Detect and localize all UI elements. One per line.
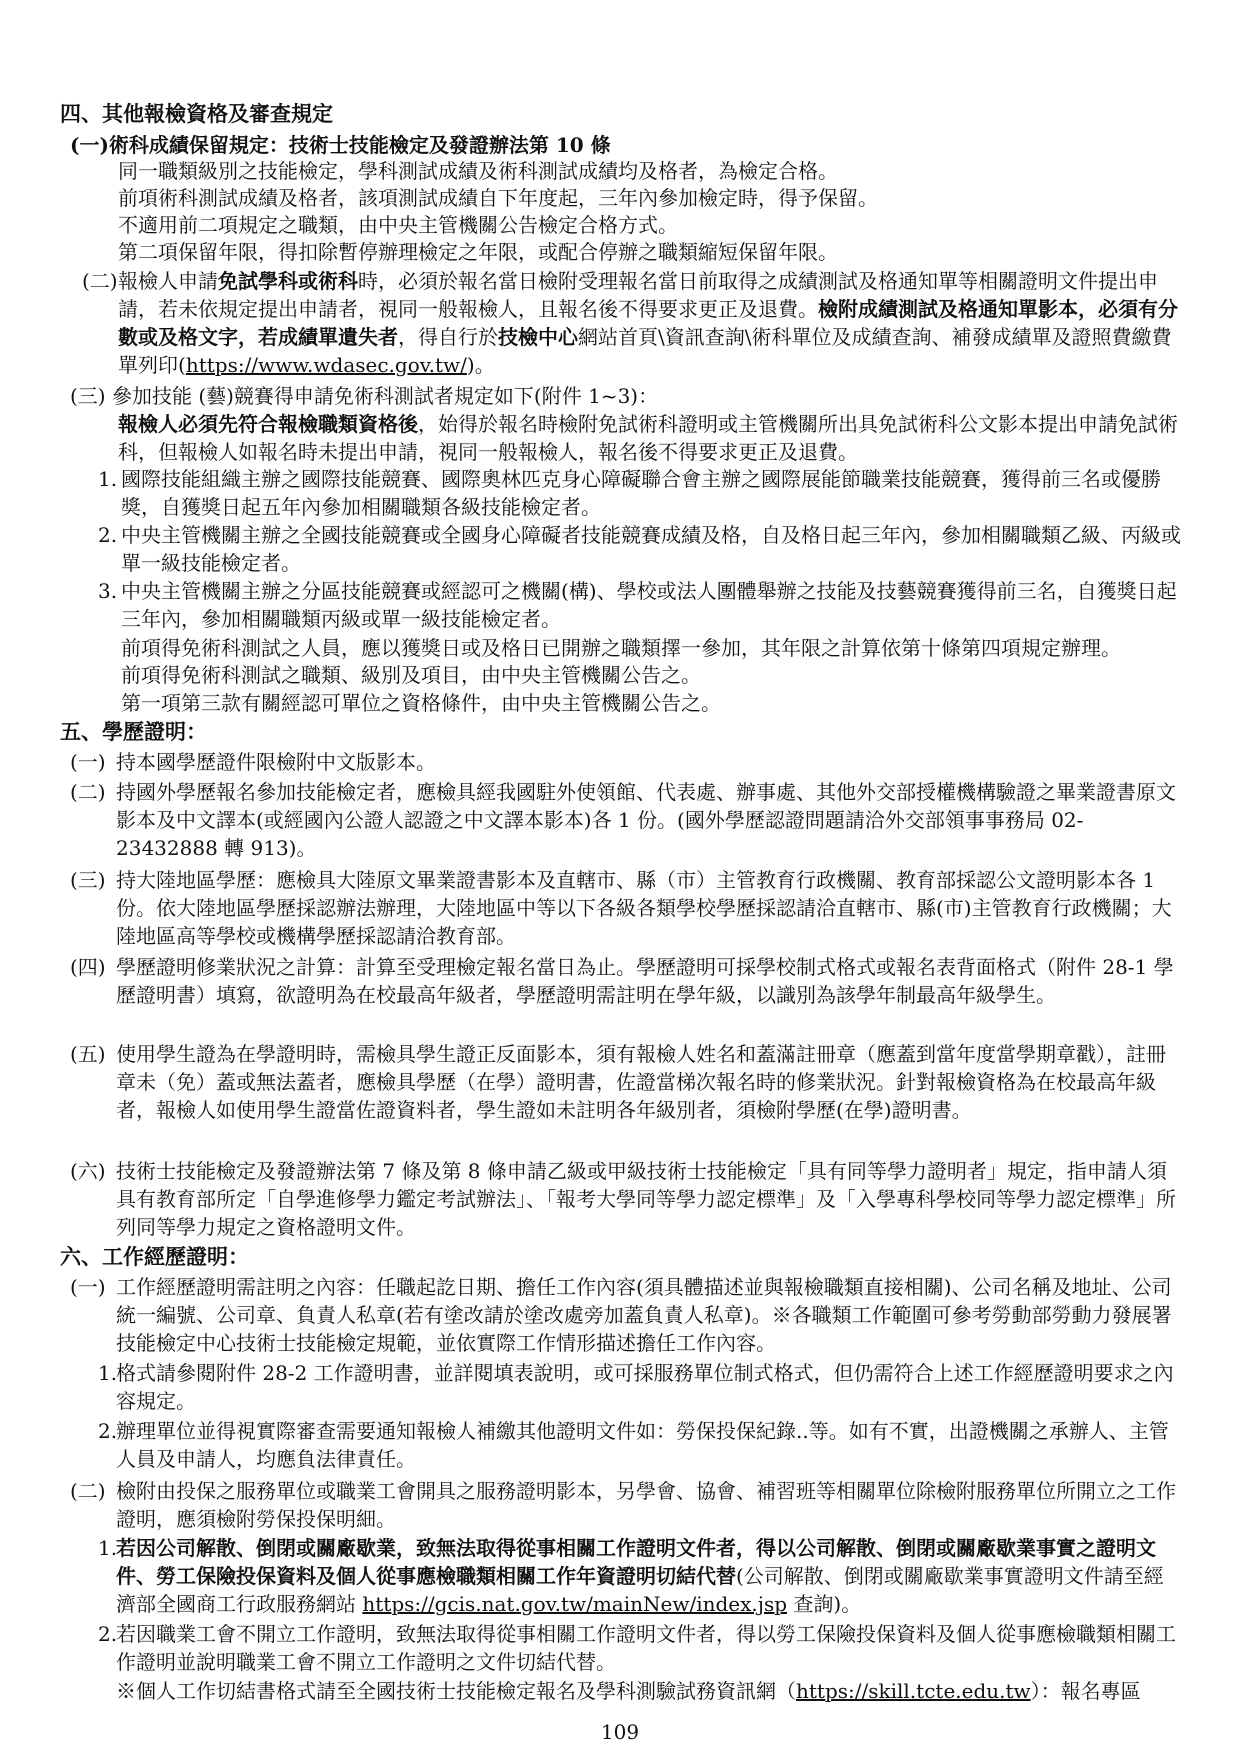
wdasec-link[interactable]: https://www.wdasec.gov.tw/	[185, 353, 467, 377]
item-6-2-sub-1: 若因公司解散、倒閉或關廠歇業，致無法取得從事相關工作證明文件者，得以公司解散、倒閉或關廠歇業事實之證明文件、勞工保險投保資料及個人從事應檢職類相關工作年資證明切結代替(公司解散、倒閉或關廠歇業事實證明文件請至經濟部全國商工行政服務網站 https://gcis.nat.gov.tw/mainNew/index.jsp 查詢)。	[116, 1536, 1164, 1616]
item-5-marker: (一)	[70, 750, 106, 774]
item-4-1-heading: (一)術科成績保留規定：技術士技能檢定及發證辦法第 10 條	[70, 133, 611, 157]
sub-number: 2.	[98, 523, 118, 547]
skill-tcte-link[interactable]: https://skill.tcte.edu.tw	[796, 1679, 1031, 1703]
item-5-1: 持本國學歷證件限檢附中文版影本。	[116, 750, 436, 774]
section-6-title: 六、工作經歷證明：	[60, 1245, 249, 1269]
item-6-1-sub-2: 辦理單位並得視實際審查需要通知報檢人補繳其他證明文件如：勞保投保紀錄..等。如有不實，出證機關之承辦人、主管人員及申請人，均應負法律責任。	[116, 1419, 1169, 1471]
sub-number: 2.	[98, 1419, 118, 1443]
item-5-3: 持大陸地區學歷：應檢具大陸原文畢業證書影本及直轄市、縣（市）主管教育行政機關、教育部採認公文證明影本各 1 份。依大陸地區學歷採認辦法辦理，大陸地區中等以下各級各類學校學歷採認請洽直轄市、縣(市)主管教育行政機關；大陸地區高等學校或機構學歷採認請洽教育部。	[116, 868, 1172, 948]
item-4-1-line: 前項術科測試成績及格者，該項測試成績自下年度起，三年內參加檢定時，得予保留。	[118, 186, 878, 210]
sub-number: 3.	[98, 579, 118, 603]
item-5-marker: (六)	[70, 1159, 106, 1183]
sub-number: 2.	[98, 1622, 118, 1646]
sub-number: 1.	[98, 1361, 118, 1385]
item-4-3-sub-2: 中央主管機關主辦之全國技能競賽或全國身心障礙者技能競賽成績及格，自及格日起三年內，參加相關職類乙級、丙級或單一級技能檢定者。	[121, 523, 1181, 575]
item-4-3-note: 第一項第三款有關經認可單位之資格條件，由中央主管機關公告之。	[121, 691, 721, 715]
item-6-marker: (一)	[70, 1275, 106, 1299]
sub-number: 1.	[98, 467, 118, 491]
item-6-1: 工作經歷證明需註明之內容：任職起訖日期、擔任工作內容(須具體描述並與報檢職類直接相關)、公司名稱及地址、公司統一編號、公司章、負責人私章(若有塗改請於塗改處旁加蓋負責人私章)。※各職類工作範圍可參考勞動部勞動力發展署技能檢定中心技術士技能檢定規範，並依實際工作情形描述擔任工作內容。	[116, 1275, 1172, 1355]
item-4-1-line: 第二項保留年限，得扣除暫停辦理檢定之年限，或配合停辦之職類縮短保留年限。	[118, 240, 838, 264]
item-4-3-note: 前項得免術科測試之職類、級別及項目，由中央主管機關公告之。	[121, 663, 701, 687]
item-6-1-sub-1: 格式請參閱附件 28-2 工作證明書，並詳閱填表說明，或可採服務單位制式格式，但仍需符合上述工作經歷證明要求之內容規定。	[116, 1361, 1174, 1413]
item-4-1-line: 同一職類級別之技能檢定，學科測試成績及術科測試成績均及格者，為檢定合格。	[118, 159, 838, 183]
item-4-3-heading: (三) 參加技能 (藝)競賽得申請免術科測試者規定如下(附件 1~3)：	[70, 384, 659, 408]
item-4-2-text: 報檢人申請免試學科或術科時，必須於報名當日檢附受理報名當日前取得之成績測試及格通知單等相關證明文件提出申請，若未依規定提出申請者，視同一般報檢人，且報名後不得要求更正及退費。檢附成績測試及格通知單影本，必須有分數或及格文字，若成績單遺失者，得自行於技檢中心網站首頁\資訊查詢\術科單位及成績查詢、補發成績單及證照費繳費單列印(https://www.wdasec.gov.tw/)。	[118, 269, 1178, 377]
item-6-2-note: ※個人工作切結書格式請至全國技術士技能檢定報名及學科測驗試務資訊網（https://skill.tcte.edu.tw）：報名專區	[116, 1679, 1141, 1703]
sub-number: 1.	[98, 1536, 118, 1560]
page-number: 109	[600, 1720, 640, 1744]
gcis-link[interactable]: https://gcis.nat.gov.tw/mainNew/index.jsp	[362, 1592, 788, 1616]
item-5-marker: (四)	[70, 955, 106, 979]
item-4-3-sub-3: 中央主管機關主辦之分區技能競賽或經認可之機關(構)、學校或法人團體舉辦之技能及技藝競賽獲得前三名，自獲獎日起三年內，參加相關職類丙級或單一級技能檢定者。	[121, 579, 1177, 631]
item-4-3-sub-1: 國際技能組織主辦之國際技能競賽、國際奧林匹克身心障礙聯合會主辦之國際展能節職業技能競賽，獲得前三名或優勝獎，自獲獎日起五年內參加相關職類各級技能檢定者。	[121, 467, 1161, 519]
item-4-3-note: 前項得免術科測試之人員，應以獲獎日或及格日已開辦之職類擇一參加，其年限之計算依第十條第四項規定辦理。	[121, 636, 1121, 660]
item-5-4: 學歷證明修業狀況之計算：計算至受理檢定報名當日為止。學歷證明可採學校制式格式或報名表背面格式（附件 28-1 學歷證明書）填寫，欲證明為在校最高年級者，學歷證明需註明在學年級，以識別為該學年制最高年級學生。	[116, 955, 1174, 1007]
item-5-marker: (三)	[70, 868, 106, 892]
item-4-1-line: 不適用前二項規定之職類，由中央主管機關公告檢定合格方式。	[118, 213, 678, 237]
section-4-title: 四、其他報檢資格及審查規定	[60, 102, 333, 126]
item-5-6: 技術士技能檢定及發證辦法第 7 條及第 8 條申請乙級或甲級技術士技能檢定「具有同等學力證明者」規定，指申請人須具有教育部所定「自學進修學力鑑定考試辦法」、「報考大學同等學力認定標準」及「入學專科學校同等學力認定標準」所列同等學力規定之資格證明文件。	[116, 1159, 1176, 1239]
item-5-2: 持國外學歷報名參加技能檢定者，應檢具經我國駐外使領館、代表處、辦事處、其他外交部授權機構驗證之畢業證書原文影本及中文譯本(或經國內公證人認證之中文譯本影本)各 1 份。(國外學歷認證問題請洽外交部領事事務局 02-23432888 轉 913)。	[116, 780, 1176, 860]
section-5-title: 五、學歷證明：	[60, 720, 207, 744]
item-6-marker: (二)	[70, 1479, 106, 1503]
item-4-2-marker: (二)	[82, 269, 118, 293]
item-6-2: 檢附由投保之服務單位或職業工會開具之服務證明影本，另學會、協會、補習班等相關單位除檢附服務單位所開立之工作證明，應須檢附勞保投保明細。	[116, 1479, 1176, 1531]
item-6-2-sub-2: 若因職業工會不開立工作證明，致無法取得從事相關工作證明文件者，得以勞工保險投保資料及個人從事應檢職類相關工作證明並說明職業工會不開立工作證明之文件切結代替。	[116, 1622, 1176, 1674]
item-5-marker: (五)	[70, 1042, 106, 1066]
item-5-marker: (二)	[70, 780, 106, 804]
item-4-3-intro: 報檢人必須先符合報檢職類資格後，始得於報名時檢附免試術科證明或主管機關所出具免試術科公文影本提出申請免試術科，但報檢人如報名時未提出申請，視同一般報檢人，報名後不得要求更正及退費。	[118, 412, 1178, 464]
item-5-5: 使用學生證為在學證明時，需檢具學生證正反面影本，須有報檢人姓名和蓋滿註冊章（應蓋到當年度當學期章戳），註冊章未（免）蓋或無法蓋者，應檢具學歷（在學）證明書，佐證當梯次報名時的修業狀況。針對報檢資格為在校最高年級者，報檢人如使用學生證當佐證資料者，學生證如未註明各年級別者，須檢附學歷(在學)證明書。	[116, 1042, 1166, 1122]
